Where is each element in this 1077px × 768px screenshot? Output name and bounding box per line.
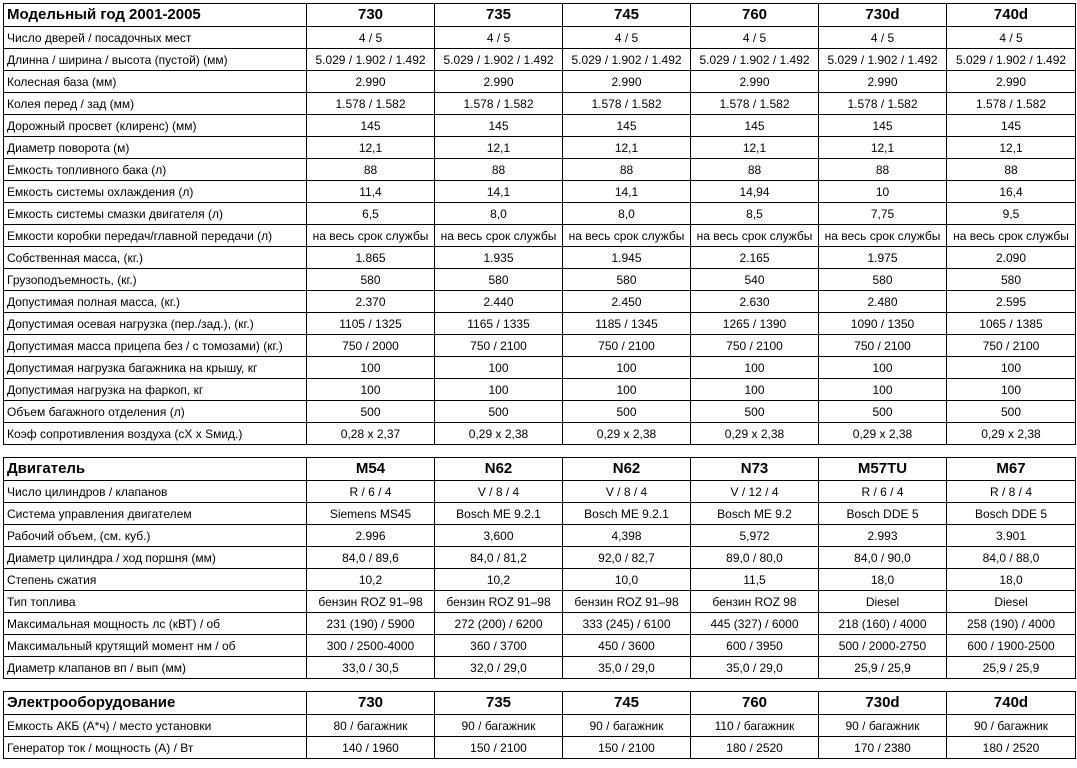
row-label: Тип топлива xyxy=(4,591,307,613)
table-cell: 258 (190) / 4000 xyxy=(947,613,1076,635)
table-row xyxy=(4,93,1076,115)
table-cell: 84,0 / 88,0 xyxy=(947,547,1076,569)
table-cell: 2.480 xyxy=(819,291,947,313)
table-cell: 2.990 xyxy=(947,71,1076,93)
table-row xyxy=(4,715,1076,737)
table-cell: 88 xyxy=(307,159,435,181)
table-cell: 5.029 / 1.902 / 1.492 xyxy=(819,49,947,71)
table-cell: 25,9 / 25,9 xyxy=(947,657,1076,679)
table-cell: R / 6 / 4 xyxy=(307,481,435,503)
table-cell: 1105 / 1325 xyxy=(307,313,435,335)
table-cell: 300 / 2500-4000 xyxy=(307,635,435,657)
table-cell: 0,29 х 2,38 xyxy=(691,423,819,445)
table-cell: 0,29 х 2,38 xyxy=(947,423,1076,445)
table-cell: бензин ROZ 91–98 xyxy=(307,591,435,613)
table-cell: 145 xyxy=(307,115,435,137)
table-cell: 84,0 / 89,6 xyxy=(307,547,435,569)
table-cell: Siemens MS45 xyxy=(307,503,435,525)
column-header: 730 xyxy=(307,4,435,27)
table-cell: 0,28 х 2,37 xyxy=(307,423,435,445)
section-header-row xyxy=(4,4,1076,27)
table-cell: 88 xyxy=(819,159,947,181)
table-row xyxy=(4,481,1076,503)
table-cell: R / 8 / 4 xyxy=(947,481,1076,503)
row-label: Колея перед / зад (мм) xyxy=(4,93,307,115)
column-header: 745 xyxy=(563,692,691,715)
table-cell: 2.990 xyxy=(435,71,563,93)
table-cell: 145 xyxy=(947,115,1076,137)
table-cell: 1.578 / 1.582 xyxy=(563,93,691,115)
table-cell: 580 xyxy=(307,269,435,291)
table-cell: 18,0 xyxy=(947,569,1076,591)
table-cell: 100 xyxy=(691,379,819,401)
table-row xyxy=(4,737,1076,759)
table-cell: 11,4 xyxy=(307,181,435,203)
table-cell: 4 / 5 xyxy=(947,27,1076,49)
table-cell: 5,972 xyxy=(691,525,819,547)
table-row xyxy=(4,115,1076,137)
row-label: Коэф сопротивления воздуха (сX х Sмид.) xyxy=(4,423,307,445)
table-cell: 3,600 xyxy=(435,525,563,547)
row-label: Максимальная мощность лс (кВТ) / об xyxy=(4,613,307,635)
row-label: Число дверей / посадочных мест xyxy=(4,27,307,49)
table-cell: 360 / 3700 xyxy=(435,635,563,657)
table-cell: 150 / 2100 xyxy=(435,737,563,759)
table-row xyxy=(4,423,1076,445)
table-cell: 10,2 xyxy=(307,569,435,591)
table-cell: 1065 / 1385 xyxy=(947,313,1076,335)
table-cell: 12,1 xyxy=(691,137,819,159)
table-cell: 4,398 xyxy=(563,525,691,547)
table-cell: 33,0 / 30,5 xyxy=(307,657,435,679)
table-cell: 2.370 xyxy=(307,291,435,313)
table-cell: 0,29 х 2,38 xyxy=(819,423,947,445)
table-cell: 272 (200) / 6200 xyxy=(435,613,563,635)
table-cell: 90 / багажник xyxy=(563,715,691,737)
section-gap xyxy=(3,679,1075,691)
table-cell: 100 xyxy=(563,357,691,379)
table-cell: 4 / 5 xyxy=(563,27,691,49)
row-label: Грузоподъемность, (кг.) xyxy=(4,269,307,291)
row-label: Колесная база (мм) xyxy=(4,71,307,93)
table-cell: 110 / багажник xyxy=(691,715,819,737)
table-cell: 100 xyxy=(819,357,947,379)
table-row xyxy=(4,203,1076,225)
table-cell: 12,1 xyxy=(435,137,563,159)
table-cell: 750 / 2100 xyxy=(563,335,691,357)
table-cell: Bosch ME 9.2.1 xyxy=(563,503,691,525)
table-cell: 10,2 xyxy=(435,569,563,591)
column-header: 730 xyxy=(307,692,435,715)
section-title: Модельный год 2001-2005 xyxy=(4,4,307,27)
table-cell: 500 xyxy=(691,401,819,423)
table-cell: 88 xyxy=(691,159,819,181)
table-cell: 12,1 xyxy=(819,137,947,159)
table-row xyxy=(4,525,1076,547)
table-cell: 1.945 xyxy=(563,247,691,269)
column-header: 745 xyxy=(563,4,691,27)
table-cell: 580 xyxy=(435,269,563,291)
table-cell: 100 xyxy=(819,379,947,401)
table-cell: 88 xyxy=(435,159,563,181)
table-cell: 12,1 xyxy=(307,137,435,159)
table-row xyxy=(4,335,1076,357)
table-cell: 10,0 xyxy=(563,569,691,591)
table-cell: 100 xyxy=(947,357,1076,379)
table-cell: 25,9 / 25,9 xyxy=(819,657,947,679)
column-header: M57TU xyxy=(819,458,947,481)
row-label: Длинна / ширина / высота (пустой) (мм) xyxy=(4,49,307,71)
table-cell: бензин ROZ 91–98 xyxy=(563,591,691,613)
column-header: 735 xyxy=(435,692,563,715)
table-cell: 5.029 / 1.902 / 1.492 xyxy=(563,49,691,71)
table-row xyxy=(4,357,1076,379)
column-header: 760 xyxy=(691,4,819,27)
table-cell: Diesel xyxy=(947,591,1076,613)
general-specs-table xyxy=(3,3,1076,445)
table-cell: 1.578 / 1.582 xyxy=(691,93,819,115)
table-cell: бензин ROZ 91–98 xyxy=(435,591,563,613)
table-cell: 32,0 / 29,0 xyxy=(435,657,563,679)
row-label: Число цилиндров / клапанов xyxy=(4,481,307,503)
table-row xyxy=(4,547,1076,569)
table-cell: на весь срок службы xyxy=(819,225,947,247)
table-cell: 2.990 xyxy=(691,71,819,93)
table-row xyxy=(4,591,1076,613)
column-header: N73 xyxy=(691,458,819,481)
table-cell: 90 / багажник xyxy=(947,715,1076,737)
row-label: Рабочий объем, (см. куб.) xyxy=(4,525,307,547)
table-row xyxy=(4,159,1076,181)
electrical-specs-table xyxy=(3,691,1076,759)
row-label: Емкости коробки передач/главной передачи (л) xyxy=(4,225,307,247)
table-cell: 1265 / 1390 xyxy=(691,313,819,335)
table-cell: 100 xyxy=(435,357,563,379)
table-row xyxy=(4,71,1076,93)
table-cell: 18,0 xyxy=(819,569,947,591)
table-cell: 218 (160) / 4000 xyxy=(819,613,947,635)
table-cell: 84,0 / 90,0 xyxy=(819,547,947,569)
table-row xyxy=(4,379,1076,401)
table-cell: 88 xyxy=(947,159,1076,181)
table-cell: 5.029 / 1.902 / 1.492 xyxy=(947,49,1076,71)
table-cell: 140 / 1960 xyxy=(307,737,435,759)
table-cell: 580 xyxy=(563,269,691,291)
table-cell: 333 (245) / 6100 xyxy=(563,613,691,635)
table-cell: 6,5 xyxy=(307,203,435,225)
table-cell: 2.630 xyxy=(691,291,819,313)
table-cell: 145 xyxy=(435,115,563,137)
table-row xyxy=(4,225,1076,247)
table-cell: 11,5 xyxy=(691,569,819,591)
column-header: 730d xyxy=(819,692,947,715)
table-cell: 35,0 / 29,0 xyxy=(691,657,819,679)
table-cell: R / 6 / 4 xyxy=(819,481,947,503)
table-cell: 500 / 2000-2750 xyxy=(819,635,947,657)
row-label: Емкость системы охлаждения (л) xyxy=(4,181,307,203)
table-cell: Bosch ME 9.2 xyxy=(691,503,819,525)
row-label: Диаметр цилиндра / ход поршня (мм) xyxy=(4,547,307,569)
row-label: Собственная масса, (кг.) xyxy=(4,247,307,269)
table-cell: 2.990 xyxy=(307,71,435,93)
table-cell: 0,29 х 2,38 xyxy=(563,423,691,445)
table-cell: 2.990 xyxy=(563,71,691,93)
row-label: Емкость топливного бака (л) xyxy=(4,159,307,181)
table-cell: 5.029 / 1.902 / 1.492 xyxy=(307,49,435,71)
table-cell: 7,75 xyxy=(819,203,947,225)
table-cell: 180 / 2520 xyxy=(691,737,819,759)
table-cell: 1165 / 1335 xyxy=(435,313,563,335)
table-cell: 89,0 / 80,0 xyxy=(691,547,819,569)
table-cell: 750 / 2100 xyxy=(435,335,563,357)
table-cell: 10 xyxy=(819,181,947,203)
table-cell: 580 xyxy=(947,269,1076,291)
row-label: Максимальный крутящий момент нм / об xyxy=(4,635,307,657)
table-cell: 35,0 / 29,0 xyxy=(563,657,691,679)
spec-sheet xyxy=(3,3,1075,759)
table-cell: 100 xyxy=(307,357,435,379)
table-cell: 500 xyxy=(819,401,947,423)
table-cell: 600 / 3950 xyxy=(691,635,819,657)
table-cell: Diesel xyxy=(819,591,947,613)
table-row xyxy=(4,313,1076,335)
table-cell: 145 xyxy=(819,115,947,137)
table-cell: V / 8 / 4 xyxy=(563,481,691,503)
table-cell: 750 / 2100 xyxy=(947,335,1076,357)
table-cell: V / 8 / 4 xyxy=(435,481,563,503)
table-cell: 1.935 xyxy=(435,247,563,269)
table-cell: 4 / 5 xyxy=(691,27,819,49)
table-cell: 150 / 2100 xyxy=(563,737,691,759)
table-cell: на весь срок службы xyxy=(563,225,691,247)
table-cell: на весь срок службы xyxy=(947,225,1076,247)
table-cell: Bosch DDE 5 xyxy=(819,503,947,525)
table-cell: 1.578 / 1.582 xyxy=(435,93,563,115)
table-cell: 100 xyxy=(307,379,435,401)
row-label: Допустимая нагрузка на фаркоп, кг xyxy=(4,379,307,401)
table-cell: на весь срок службы xyxy=(435,225,563,247)
table-row xyxy=(4,635,1076,657)
row-label: Диаметр поворота (м) xyxy=(4,137,307,159)
table-cell: 88 xyxy=(563,159,691,181)
table-cell: 100 xyxy=(691,357,819,379)
table-row xyxy=(4,401,1076,423)
engine-specs-table xyxy=(3,457,1076,679)
table-cell: 2.165 xyxy=(691,247,819,269)
column-header: N62 xyxy=(563,458,691,481)
table-cell: 540 xyxy=(691,269,819,291)
column-header: 760 xyxy=(691,692,819,715)
table-cell: 4 / 5 xyxy=(435,27,563,49)
table-cell: 1.578 / 1.582 xyxy=(947,93,1076,115)
row-label: Емкость системы смазки двигателя (л) xyxy=(4,203,307,225)
row-label: Система управления двигателем xyxy=(4,503,307,525)
column-header: 740d xyxy=(947,692,1076,715)
table-cell: 170 / 2380 xyxy=(819,737,947,759)
table-cell: 8,5 xyxy=(691,203,819,225)
table-row xyxy=(4,181,1076,203)
section-title: Электрооборудование xyxy=(4,692,307,715)
column-header: 740d xyxy=(947,4,1076,27)
table-cell: 180 / 2520 xyxy=(947,737,1076,759)
column-header: 730d xyxy=(819,4,947,27)
table-cell: 231 (190) / 5900 xyxy=(307,613,435,635)
table-cell: 100 xyxy=(435,379,563,401)
row-label: Допустимая полная масса, (кг.) xyxy=(4,291,307,313)
table-cell: 500 xyxy=(307,401,435,423)
table-cell: Bosch DDE 5 xyxy=(947,503,1076,525)
table-cell: 100 xyxy=(947,379,1076,401)
table-cell: 2.090 xyxy=(947,247,1076,269)
table-cell: 16,4 xyxy=(947,181,1076,203)
table-cell: 1.975 xyxy=(819,247,947,269)
table-row xyxy=(4,291,1076,313)
table-cell: 750 / 2100 xyxy=(819,335,947,357)
table-cell: 600 / 1900-2500 xyxy=(947,635,1076,657)
table-cell: 92,0 / 82,7 xyxy=(563,547,691,569)
table-cell: 90 / багажник xyxy=(819,715,947,737)
table-cell: 1.578 / 1.582 xyxy=(307,93,435,115)
table-row xyxy=(4,657,1076,679)
column-header: M67 xyxy=(947,458,1076,481)
table-cell: 12,1 xyxy=(947,137,1076,159)
table-cell: 145 xyxy=(563,115,691,137)
table-cell: 8,0 xyxy=(435,203,563,225)
row-label: Генератор ток / мощность (А) / Вт xyxy=(4,737,307,759)
table-cell: 145 xyxy=(691,115,819,137)
table-cell: 8,0 xyxy=(563,203,691,225)
table-cell: 0,29 х 2,38 xyxy=(435,423,563,445)
table-row xyxy=(4,269,1076,291)
row-label: Степень сжатия xyxy=(4,569,307,591)
table-cell: 4 / 5 xyxy=(307,27,435,49)
table-cell: 5.029 / 1.902 / 1.492 xyxy=(691,49,819,71)
table-cell: на весь срок службы xyxy=(307,225,435,247)
row-label: Допустимая нагрузка багажника на крышу, кг xyxy=(4,357,307,379)
table-cell: 12,1 xyxy=(563,137,691,159)
table-cell: V / 12 / 4 xyxy=(691,481,819,503)
table-cell: 750 / 2000 xyxy=(307,335,435,357)
table-cell: 1.578 / 1.582 xyxy=(819,93,947,115)
column-header: N62 xyxy=(435,458,563,481)
table-cell: бензин ROZ 98 xyxy=(691,591,819,613)
table-row xyxy=(4,137,1076,159)
table-cell: 2.996 xyxy=(307,525,435,547)
table-row xyxy=(4,569,1076,591)
table-cell: 14,1 xyxy=(435,181,563,203)
table-cell: 2.440 xyxy=(435,291,563,313)
table-cell: 500 xyxy=(563,401,691,423)
table-cell: 1090 / 1350 xyxy=(819,313,947,335)
table-cell: на весь срок службы xyxy=(691,225,819,247)
table-cell: 2.990 xyxy=(819,71,947,93)
row-label: Допустимая осевая нагрузка (пер./зад.), (кг.) xyxy=(4,313,307,335)
table-cell: 3.901 xyxy=(947,525,1076,547)
table-cell: 2.595 xyxy=(947,291,1076,313)
table-cell: 500 xyxy=(947,401,1076,423)
table-cell: 80 / багажник xyxy=(307,715,435,737)
table-cell: 100 xyxy=(563,379,691,401)
table-cell: 450 / 3600 xyxy=(563,635,691,657)
table-cell: Bosch ME 9.2.1 xyxy=(435,503,563,525)
table-cell: 14,1 xyxy=(563,181,691,203)
table-row xyxy=(4,613,1076,635)
row-label: Емкость АКБ (А*ч) / место установки xyxy=(4,715,307,737)
table-cell: 1185 / 1345 xyxy=(563,313,691,335)
row-label: Дорожный просвет (клиренс) (мм) xyxy=(4,115,307,137)
table-row xyxy=(4,27,1076,49)
table-cell: 2.450 xyxy=(563,291,691,313)
table-cell: 580 xyxy=(819,269,947,291)
column-header: M54 xyxy=(307,458,435,481)
table-cell: 750 / 2100 xyxy=(691,335,819,357)
row-label: Объем багажного отделения (л) xyxy=(4,401,307,423)
table-cell: 90 / багажник xyxy=(435,715,563,737)
table-cell: 84,0 / 81,2 xyxy=(435,547,563,569)
table-cell: 5.029 / 1.902 / 1.492 xyxy=(435,49,563,71)
row-label: Диаметр клапанов вп / вып (мм) xyxy=(4,657,307,679)
table-row xyxy=(4,49,1076,71)
table-cell: 4 / 5 xyxy=(819,27,947,49)
table-cell: 9,5 xyxy=(947,203,1076,225)
table-cell: 500 xyxy=(435,401,563,423)
table-cell: 1.865 xyxy=(307,247,435,269)
row-label: Допустимая масса прицепа без / с томозами) (кг.) xyxy=(4,335,307,357)
table-cell: 445 (327) / 6000 xyxy=(691,613,819,635)
table-cell: 2.993 xyxy=(819,525,947,547)
section-header-row xyxy=(4,458,1076,481)
section-header-row xyxy=(4,692,1076,715)
table-row xyxy=(4,247,1076,269)
section-gap xyxy=(3,445,1075,457)
table-cell: 14,94 xyxy=(691,181,819,203)
column-header: 735 xyxy=(435,4,563,27)
table-row xyxy=(4,503,1076,525)
section-title: Двигатель xyxy=(4,458,307,481)
